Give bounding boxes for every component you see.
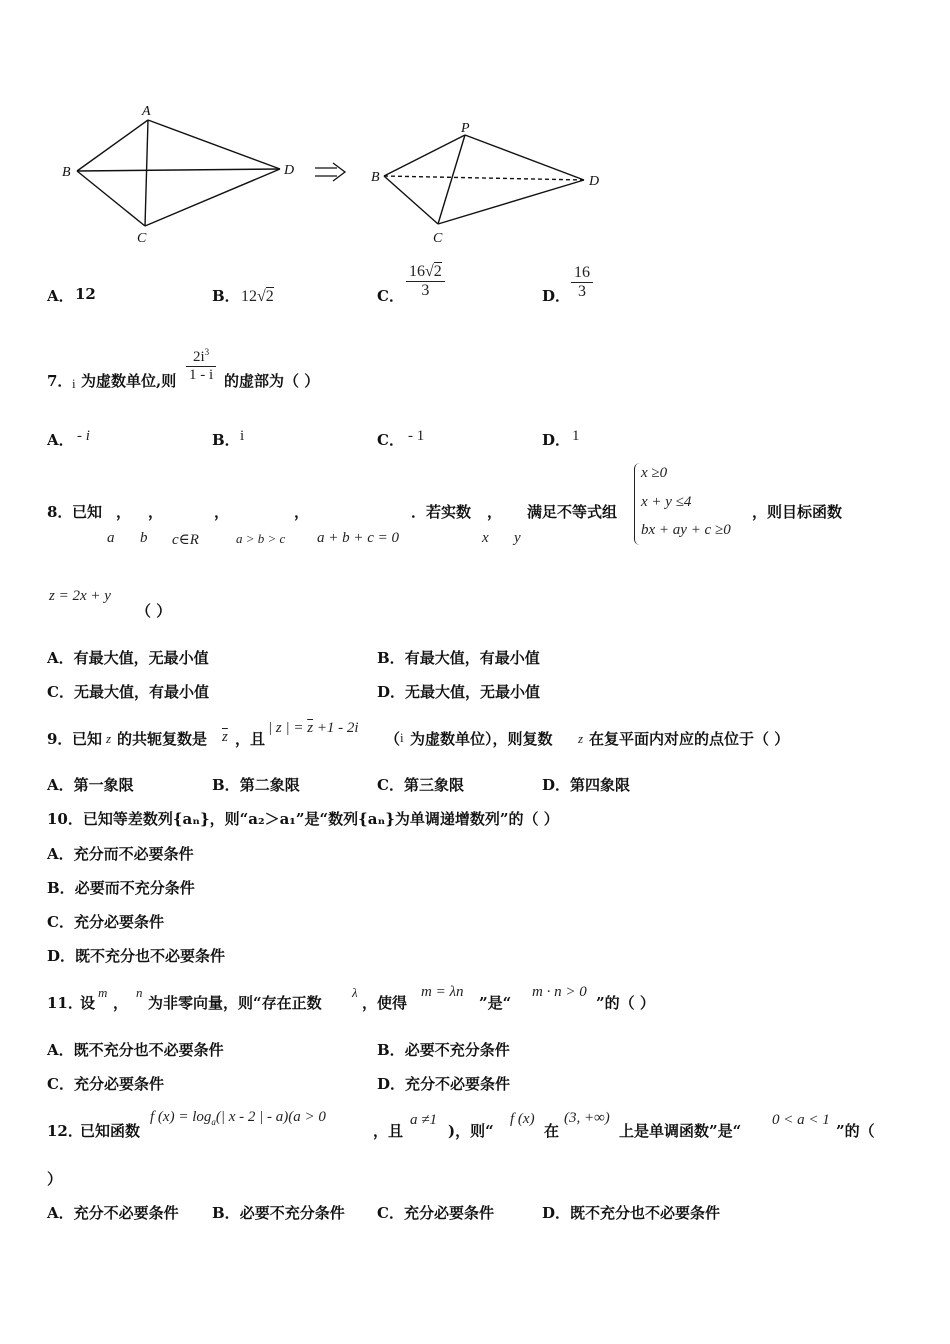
q7-text-after: 的虚部为（ ） bbox=[224, 372, 320, 390]
q9-text4: （ bbox=[385, 730, 401, 748]
label-B-left: B bbox=[62, 165, 71, 180]
q10-option-c: C．充分必要条件 bbox=[47, 913, 164, 931]
q8-text2: ．若实数 bbox=[411, 503, 472, 521]
q9-zbar: $\overline{z}$ bbox=[222, 729, 228, 745]
q12-text3: )，则“ bbox=[448, 1122, 494, 1140]
q8-math-x: x bbox=[482, 530, 489, 546]
q12-text1: 已知函数 bbox=[80, 1122, 141, 1140]
q8-option-a: A．有最大值，无最小值 bbox=[47, 649, 209, 667]
q9-text5: 为虚数单位），则复数 bbox=[410, 730, 553, 748]
q6-option-c-letter: C． bbox=[377, 287, 404, 305]
q11-text2: 为非零向量，则“存在正数 bbox=[148, 994, 322, 1012]
q9-option-a: A．第一象限 bbox=[47, 776, 134, 794]
q11-number: 11． bbox=[47, 994, 83, 1012]
q6-option-a-letter: A． bbox=[47, 287, 74, 305]
q12-cond: a ≠1 bbox=[410, 1112, 437, 1128]
q9-text2: 的共轭复数是 bbox=[117, 730, 208, 748]
q8-system-line-1: x ≥0 bbox=[641, 465, 668, 481]
q11-option-c: C．充分必要条件 bbox=[47, 1075, 164, 1093]
q9-equation: | z | = $\overline{z} +1 - 2i$ bbox=[268, 720, 359, 736]
label-D-right: D bbox=[589, 174, 600, 189]
q11-comma: ， bbox=[113, 994, 129, 1012]
q6-option-b-letter: B． bbox=[212, 287, 240, 305]
q7-option-c-text: - 1 bbox=[408, 428, 425, 444]
label-B-right: B bbox=[371, 170, 380, 185]
q8-system-line-2: x + y ≤4 bbox=[641, 494, 692, 510]
q11-eq1: m = λn bbox=[421, 984, 464, 1000]
q7-option-d-letter: D． bbox=[542, 431, 571, 449]
q12-close-paren: ） bbox=[47, 1170, 63, 1188]
q8-text3: 满足不等式组 bbox=[527, 503, 618, 521]
q12-option-c: C．充分必要条件 bbox=[377, 1204, 494, 1222]
q8-objective: z = 2x + y bbox=[49, 588, 111, 604]
q8-comma-2: ， bbox=[148, 503, 164, 521]
q8-system-brace bbox=[634, 463, 641, 545]
label-A: A bbox=[142, 104, 151, 119]
q8-comma-5: ， bbox=[487, 503, 503, 521]
q11-option-d: D．充分不必要条件 bbox=[377, 1075, 511, 1093]
q6-option-a-text: 12 bbox=[75, 285, 96, 303]
q6-option-d-letter: D． bbox=[542, 287, 571, 305]
q11-m: m bbox=[98, 985, 108, 1000]
q8-comma-1: ， bbox=[116, 503, 132, 521]
q12-text4: 在 bbox=[544, 1122, 560, 1140]
q9-i-symbol: i bbox=[400, 730, 404, 745]
q12-option-a: A．充分不必要条件 bbox=[47, 1204, 179, 1222]
q8-math-c-in-r: c∈R bbox=[172, 532, 199, 548]
q12-interval: (3, +∞) bbox=[564, 1110, 610, 1126]
q10-option-d: D．既不充分也不必要条件 bbox=[47, 947, 226, 965]
q11-text1: 设 bbox=[80, 994, 96, 1012]
q7-option-d-text: 1 bbox=[572, 428, 580, 444]
rhombus-figure bbox=[77, 120, 280, 226]
q8-math-b: b bbox=[140, 530, 148, 546]
q11-n: n bbox=[136, 985, 143, 1000]
q8-option-b: B．有最大值，有最小值 bbox=[377, 649, 540, 667]
q8-number: 8． bbox=[47, 503, 73, 521]
q9-z-2: z bbox=[578, 731, 584, 746]
q8-math-y: y bbox=[514, 530, 521, 546]
q7-option-a-letter: A． bbox=[47, 431, 74, 449]
q9-z: z bbox=[106, 731, 112, 746]
q8-system-line-3: bx + ay + c ≥0 bbox=[641, 522, 731, 538]
q11-eq2: m · n > 0 bbox=[532, 984, 587, 1000]
q6-option-d-fraction: $\frac{16}{3}$ bbox=[571, 264, 593, 301]
q11-lambda: λ bbox=[352, 985, 358, 1000]
q12-text2: ，且 bbox=[373, 1122, 404, 1140]
q11-text3: ，使得 bbox=[362, 994, 408, 1012]
q12-text5: 上是单调函数”是“ bbox=[619, 1122, 742, 1140]
q9-option-c: C．第三象限 bbox=[377, 776, 464, 794]
geometry-figure bbox=[55, 95, 615, 255]
q8-option-d: D．无最大值，无最小值 bbox=[377, 683, 541, 701]
q12-number: 12． bbox=[47, 1122, 83, 1140]
q10-option-b: B．必要而不充分条件 bbox=[47, 879, 195, 897]
q11-text5: ”的（ ） bbox=[596, 994, 655, 1012]
q10-option-a: A．充分而不必要条件 bbox=[47, 845, 194, 863]
q8-paren: （ ） bbox=[136, 602, 172, 620]
q9-option-b: B．第二象限 bbox=[212, 776, 300, 794]
label-C-right: C bbox=[433, 231, 443, 246]
q8-comma-4: ， bbox=[294, 503, 310, 521]
q12-text6: ”的（ bbox=[836, 1122, 875, 1140]
label-D-left: D bbox=[284, 163, 295, 178]
q8-math-a: a bbox=[107, 530, 115, 546]
q9-text1: 已知 bbox=[72, 730, 103, 748]
q12-range: 0 < a < 1 bbox=[772, 1112, 830, 1128]
q7-option-b-text: i bbox=[240, 428, 245, 444]
q7-i-symbol: i bbox=[72, 376, 76, 391]
q7-text-before: 为虚数单位,则 bbox=[81, 372, 177, 390]
q9-option-d: D．第四象限 bbox=[542, 776, 631, 794]
q11-text4: ”是“ bbox=[479, 994, 512, 1012]
q12-option-b: B．必要不充分条件 bbox=[212, 1204, 345, 1222]
q12-fx: f (x) bbox=[510, 1111, 535, 1127]
q9-text6: 在复平面内对应的点位于（ ） bbox=[589, 730, 790, 748]
q8-text1: 已知 bbox=[72, 503, 103, 521]
q7-fraction: $\frac{2i^3}{1 - i}$ bbox=[186, 347, 216, 384]
q8-text4: ，则目标函数 bbox=[752, 503, 843, 521]
q8-option-c: C．无最大值，有最小值 bbox=[47, 683, 209, 701]
label-C-left: C bbox=[137, 231, 147, 246]
q7-option-c-letter: C． bbox=[377, 431, 404, 449]
q9-number: 9． bbox=[47, 730, 73, 748]
q11-option-a: A．既不充分也不必要条件 bbox=[47, 1041, 224, 1059]
q10-stem: 10．已知等差数列{aₙ}，则“a₂＞a₁”是“数列{aₙ}为单调递增数列”的（ ） bbox=[47, 810, 559, 828]
q6-option-c-fraction: $\frac{16√2}{3}$ bbox=[406, 263, 445, 300]
q7-number: 7． bbox=[47, 372, 73, 390]
q8-math-sum: a + b + c = 0 bbox=[317, 530, 400, 546]
fold-arrow bbox=[315, 163, 345, 181]
q8-math-order: a > b > c bbox=[236, 531, 286, 546]
q12-function: f $(x) = \log_a(|$ x - 2 | - a)(a > 0 bbox=[150, 1109, 326, 1127]
tetrahedron-figure bbox=[384, 135, 584, 224]
q7-option-a-text: - i bbox=[77, 428, 90, 444]
q7-option-b-letter: B． bbox=[212, 431, 240, 449]
q12-option-d: D．既不充分也不必要条件 bbox=[542, 1204, 721, 1222]
q8-comma-3: ， bbox=[214, 503, 230, 521]
q11-option-b: B．必要不充分条件 bbox=[377, 1041, 510, 1059]
q9-text3: ，且 bbox=[235, 730, 266, 748]
label-P: P bbox=[461, 121, 470, 136]
q6-option-b-math: 12√2 bbox=[241, 288, 274, 305]
